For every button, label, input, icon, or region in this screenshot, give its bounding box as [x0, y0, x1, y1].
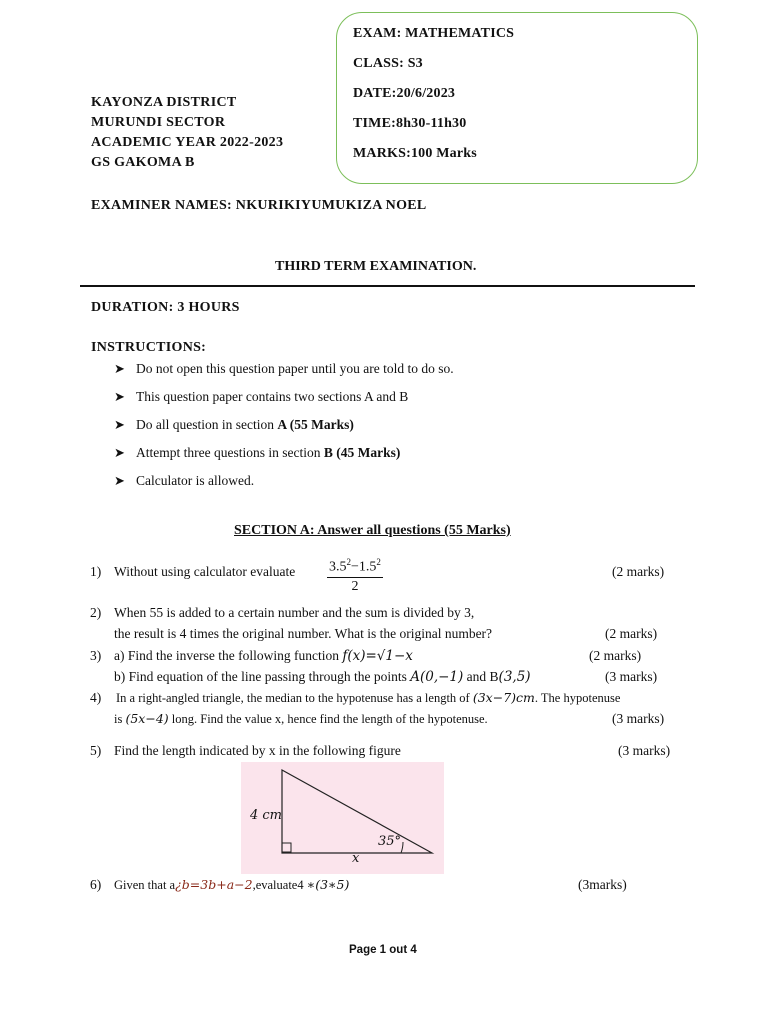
question-1-fraction: $\frac{3.5^2-1.5^2}{2}$ — [327, 553, 383, 596]
question-5-text: Find the length indicated by x in the following figure — [114, 743, 401, 758]
point-b: (3,5) — [498, 669, 531, 685]
exam-class: CLASS: S3 — [353, 56, 423, 71]
question-number: 2) — [90, 605, 102, 620]
page-footer: Page 1 out 4 — [349, 944, 417, 956]
question-6-marks: (3marks) — [578, 877, 627, 892]
section-a-heading: SECTION A: Answer all questions (55 Marks) — [234, 523, 511, 538]
angle-label: 35° — [378, 834, 402, 849]
question-number: 6) — [90, 877, 102, 892]
arrow-bullet-icon: ➤ — [114, 389, 125, 404]
exam-title: THIRD TERM EXAMINATION. — [275, 259, 477, 274]
academic-year: ACADEMIC YEAR 2022-2023 — [91, 135, 284, 150]
question-5-marks: (3 marks) — [618, 743, 671, 758]
base-label: x — [352, 851, 360, 866]
examiner-names: EXAMINER NAMES: NKURIKIYUMUKIZA NOEL — [91, 198, 427, 213]
title-divider — [80, 285, 695, 287]
school-name: GS GAKOMA B — [91, 155, 195, 170]
question-3a-marks: (2 marks) — [589, 648, 642, 663]
question-number: 1) — [90, 564, 102, 579]
question-3b-marks: (3 marks) — [605, 669, 658, 684]
exam-marks: MARKS:100 Marks — [353, 146, 477, 161]
arrow-bullet-icon: ➤ — [114, 417, 125, 432]
exam-time: TIME:8h30-11h30 — [353, 116, 467, 131]
question-number: 4) — [90, 690, 102, 705]
instruction-item: Calculator is allowed. — [136, 473, 255, 488]
instruction-item: This question paper contains two sections A and B — [136, 389, 409, 404]
instruction-item: Attempt three questions in section B (45 Marks) — [136, 445, 401, 460]
question-2-line2: the result is 4 times the original number. What is the original number? — [114, 626, 493, 641]
school-district: KAYONZA DISTRICT — [91, 95, 237, 110]
right-angle-marker — [282, 843, 291, 852]
question-2-marks: (2 marks) — [605, 626, 658, 641]
question-6-text: Given that a¿b=3b+a−2,evaluate4 ∗(3∗5) — [114, 877, 350, 892]
question-1-text: Without using calculator evaluate — [114, 564, 296, 579]
question-4-marks: (3 marks) — [612, 711, 665, 726]
side-label: 4 cm — [250, 808, 283, 823]
question-number: 5) — [90, 743, 102, 758]
question-3a-text: a) Find the inverse the following function f(x)=√1−x — [114, 648, 413, 664]
question-4-line2: is (5x−4) long. Find the value x, hence find the length of the hypotenuse. — [114, 711, 488, 726]
triangle-figure — [241, 762, 444, 874]
exam-subject: EXAM: MATHEMATICS — [353, 26, 515, 41]
question-4-line1: In a right-angled triangle, the median to the hypotenuse has a length of (3x−7)cm. The hypotenuse — [116, 690, 621, 705]
point-a: A(0,−1) — [410, 669, 464, 685]
instruction-item: Do all question in section A (55 Marks) — [136, 417, 354, 432]
question-3b-text: b) Find equation of the line passing through the points A(0,−1) and B(3,5) — [114, 669, 531, 685]
exam-date: DATE:20/6/2023 — [353, 86, 456, 101]
question-3a-formula: f(x)=√1−x — [342, 648, 413, 664]
arrow-bullet-icon: ➤ — [114, 473, 125, 488]
arrow-bullet-icon: ➤ — [114, 361, 125, 376]
duration: DURATION: 3 HOURS — [91, 300, 240, 315]
school-sector: MURUNDI SECTOR — [91, 115, 226, 130]
instructions-heading: INSTRUCTIONS: — [91, 340, 207, 355]
question-1-marks: (2 marks) — [612, 564, 665, 579]
arrow-bullet-icon: ➤ — [114, 445, 125, 460]
triangle-shape — [282, 770, 432, 853]
question-2-line1: When 55 is added to a certain number and the sum is divided by 3, — [114, 605, 475, 620]
angle-arc — [401, 842, 403, 853]
instruction-item: Do not open this question paper until you are told to do so. — [136, 361, 454, 376]
question-number: 3) — [90, 648, 102, 663]
